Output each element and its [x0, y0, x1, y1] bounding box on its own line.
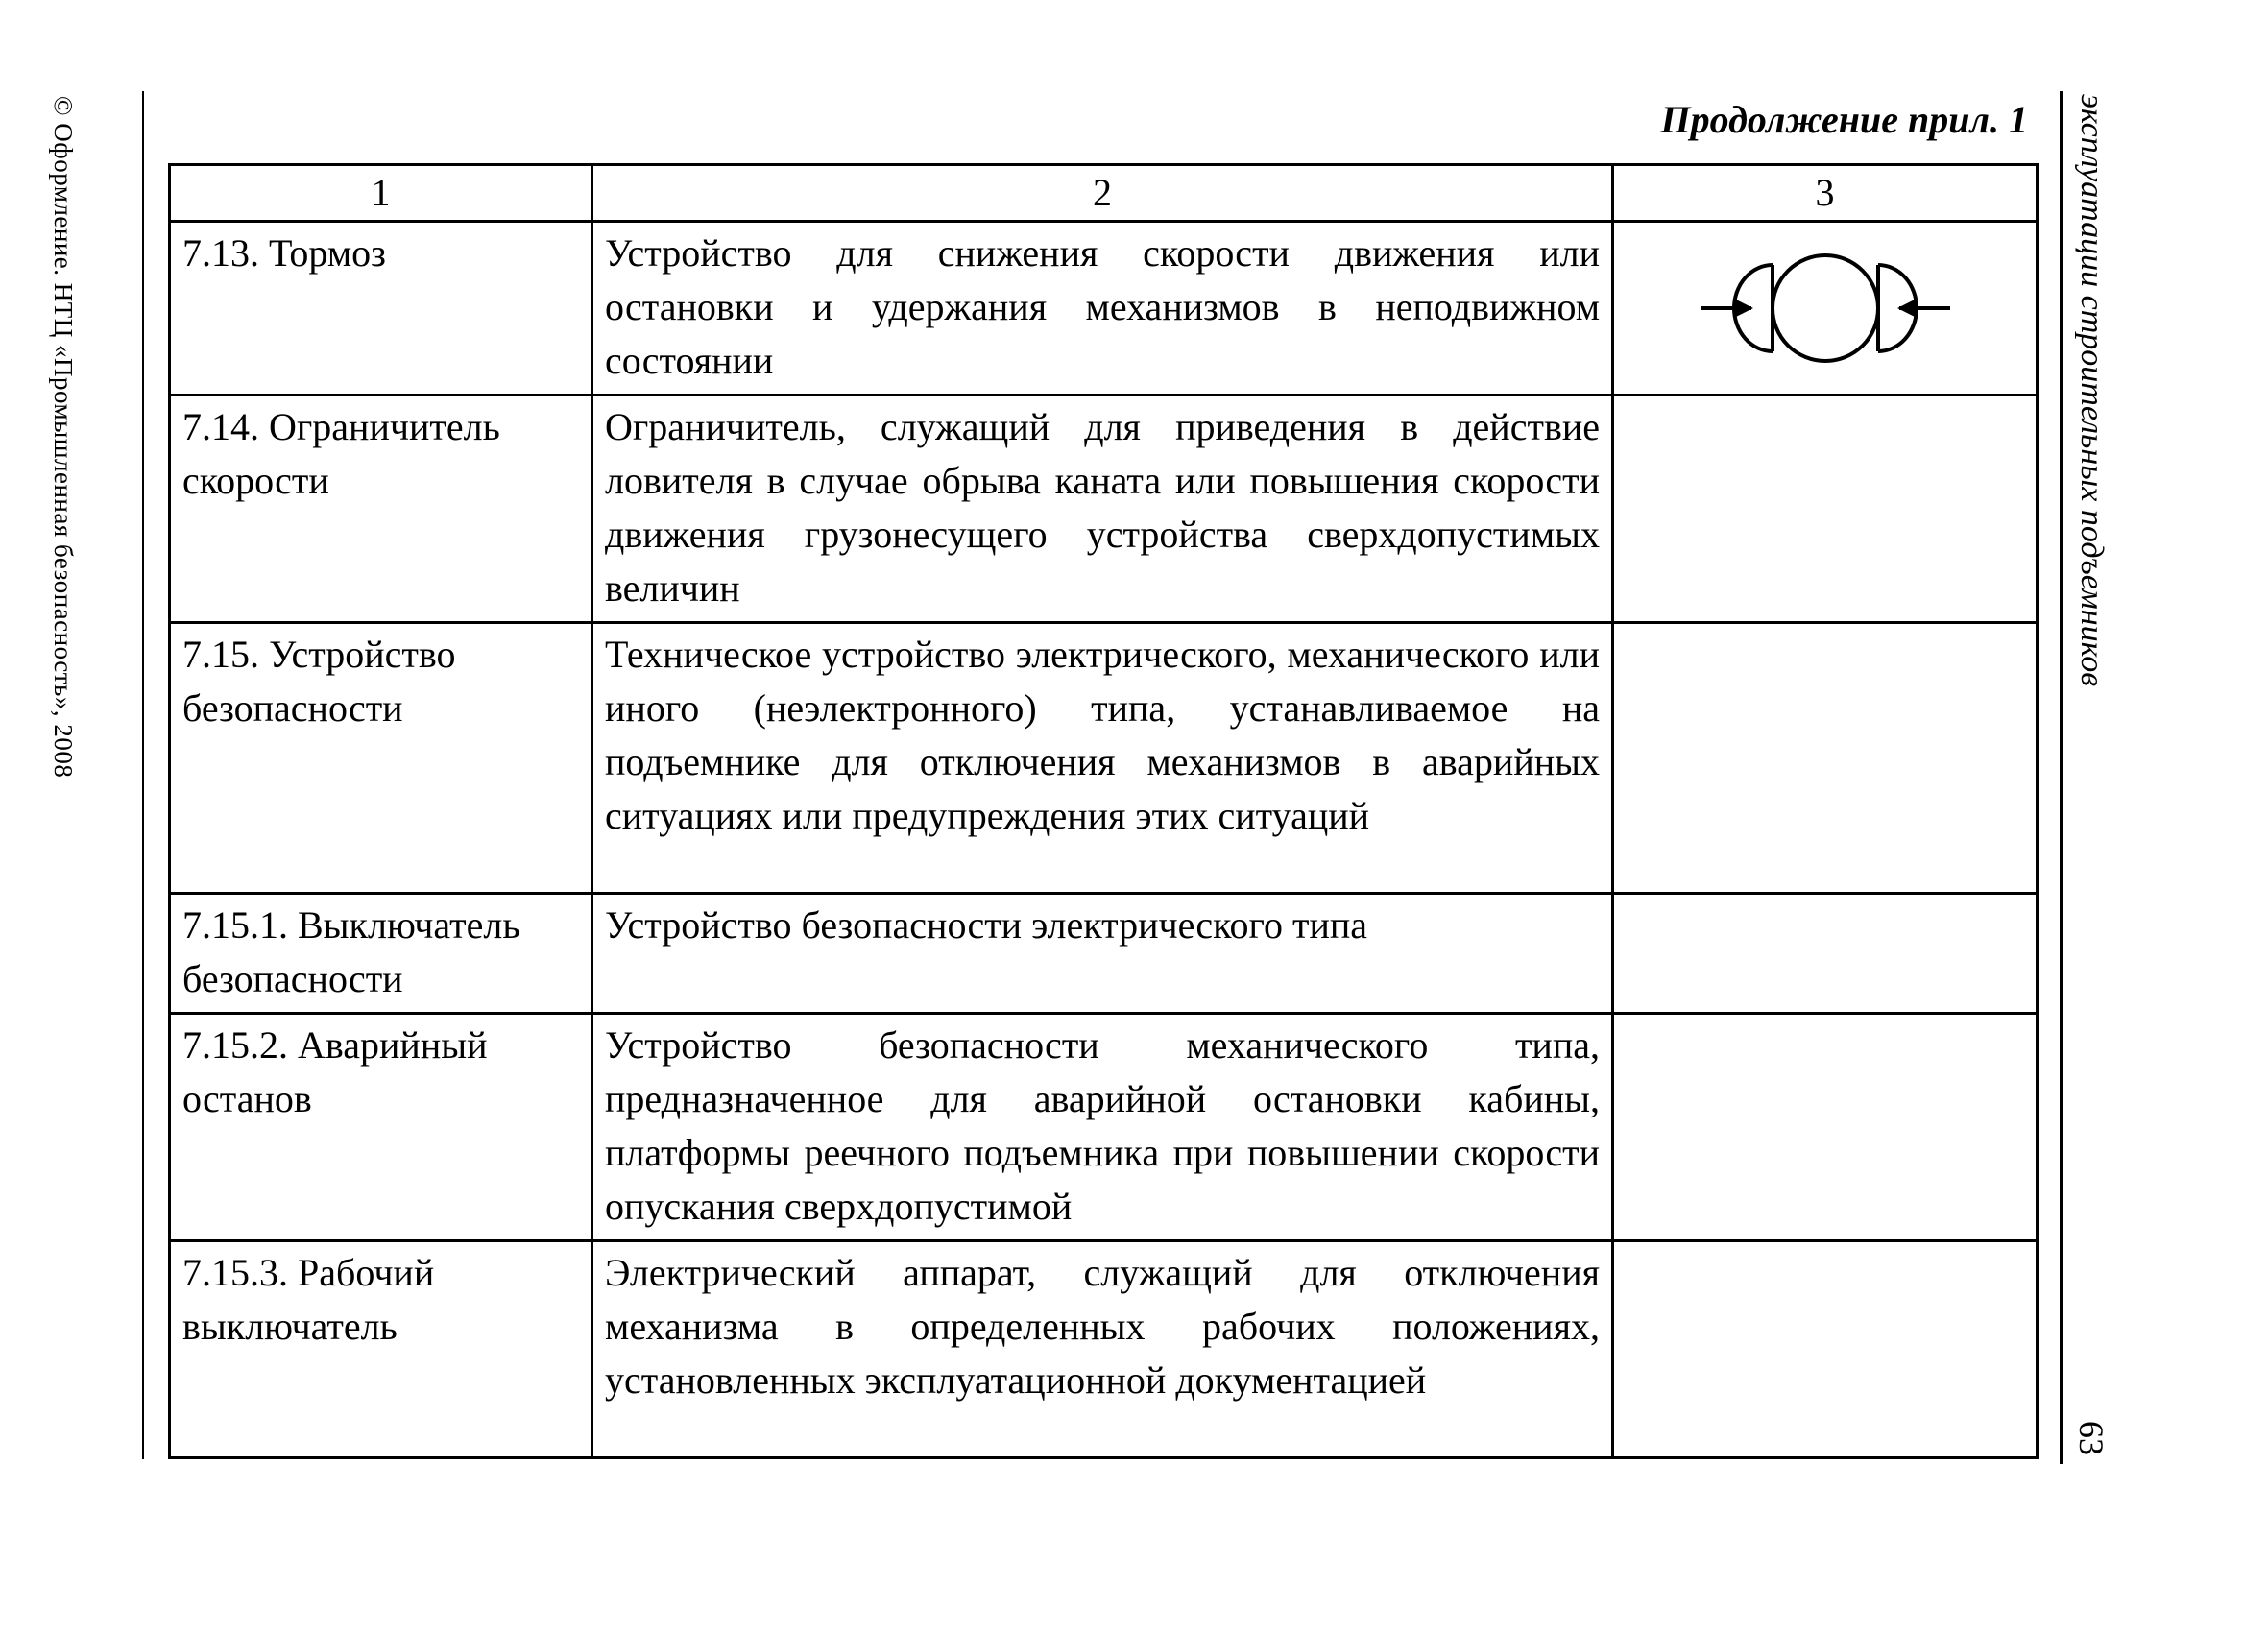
definition-cell: Устройство безопасности электрического типа: [592, 894, 1613, 1014]
symbol-cell: [1613, 396, 2038, 623]
symbol-cell: [1613, 894, 2038, 1014]
continuation-label: Продолжение прил. 1: [1660, 98, 2028, 141]
definition-cell: Устройство безопасности механического типа, предназначенное для аварийной остановки кабины, платформы реечного подъемника при повышении скорости опускания сверхдопустимой: [592, 1014, 1613, 1241]
right-margin-rule: [2060, 91, 2063, 1464]
table-row: [170, 1014, 2038, 1241]
symbol-cell: [1613, 623, 2038, 894]
term-cell: 7.15.1. Выключатель безопасности: [170, 894, 592, 1014]
table-row: [170, 1241, 2038, 1458]
table-header-row: [170, 165, 2038, 222]
term-cell: 7.15.3. Рабочий выключатель: [170, 1241, 592, 1458]
table-row: [170, 623, 2038, 894]
definition-cell: Устройство для снижения скорости движения или остановки и удержания механизмов в неподвижном состоянии: [592, 222, 1613, 396]
table-row: [170, 222, 2038, 396]
definition-cell: Ограничитель, служащий для приведения в действие ловителя в случае обрыва каната или повышения скорости движения грузонесущего устройства сверхдопустимых величин: [592, 396, 1613, 623]
symbol-cell: [1613, 1014, 2038, 1241]
symbol-cell: [1613, 1241, 2038, 1458]
term-cell: 7.15.2. Аварийный останов: [170, 1014, 592, 1241]
definition-cell: Электрический аппарат, служащий для отключения механизма в определенных рабочих положениях, установленных эксплуатационной документацией: [592, 1241, 1613, 1458]
page-number: 63: [2072, 1421, 2111, 1455]
header-cell-1: 1: [170, 165, 592, 222]
copyright-margin-note: © Оформление. НТЦ «Промышленная безопасность», 2008: [49, 96, 78, 779]
term-cell: 7.14. Ограничитель скорости: [170, 396, 592, 623]
header-cell-2: 2: [592, 165, 1613, 222]
running-head: эксплуатации строительных подъемников: [2074, 94, 2110, 686]
symbol-cell: [1613, 222, 2038, 396]
table-row: [170, 894, 2038, 1014]
brake-symbol-icon: [1696, 246, 1955, 385]
definition-cell: Техническое устройство электрического, механического или иного (неэлектронного) типа, устанавливаемое на подъемнике для отключения механизмов в аварийных ситуациях или предупреждения этих ситуаций: [592, 623, 1613, 894]
left-margin-rule: [142, 91, 144, 1459]
table-row: [170, 396, 2038, 623]
term-cell: 7.15. Устройство безопасности: [170, 623, 592, 894]
terms-table: [168, 163, 2039, 1459]
term-cell: 7.13. Тормоз: [170, 222, 592, 396]
header-cell-3: 3: [1613, 165, 2038, 222]
